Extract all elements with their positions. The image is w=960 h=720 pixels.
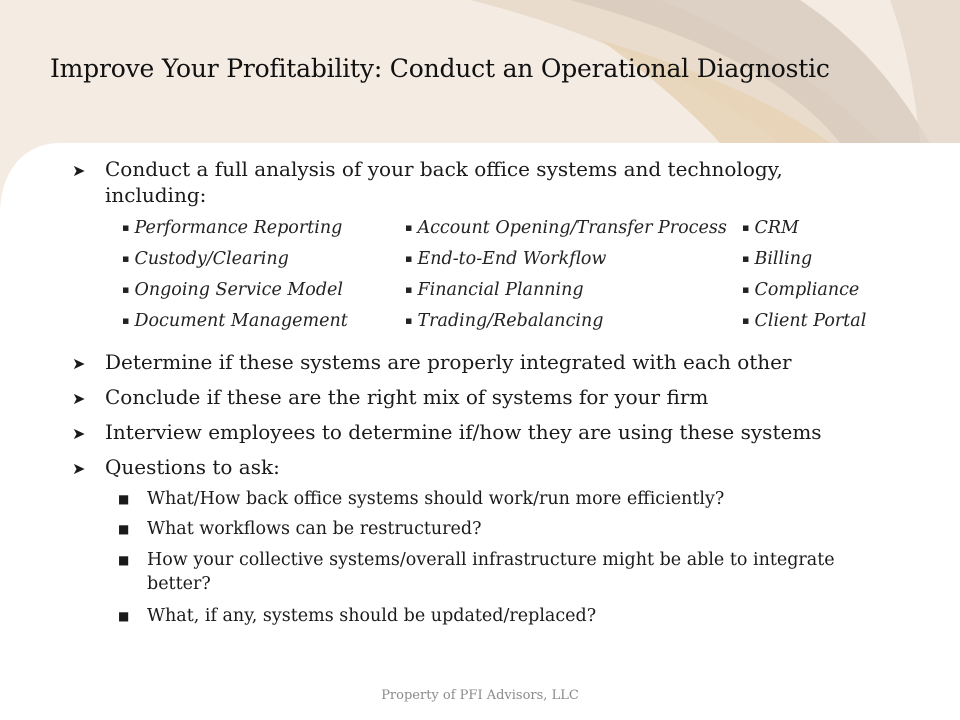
square-bullet-icon: ▪ [405,252,413,265]
square-bullet-icon: ▪ [405,283,413,296]
question-text: What/How back office systems should work/run more efficiently? [147,489,725,509]
square-bullet-icon: ■ [118,492,130,506]
bullet-text: Conclude if these are the right mix of systems for your firm [105,385,709,409]
square-bullet-icon: ▪ [742,283,750,296]
system-item [405,218,727,238]
arrow-bullet-icon: ➤ [72,424,86,443]
square-bullet-icon: ▪ [405,314,413,327]
square-bullet-icon: ▪ [742,252,750,265]
square-bullet-icon: ▪ [122,314,130,327]
square-bullet-icon: ■ [118,609,130,623]
system-label: End-to-End Workflow [417,249,607,269]
bullet-item [72,419,845,445]
question-item [118,548,888,596]
bullet-item [72,384,845,410]
systems-grid [122,218,902,342]
system-label: Billing [754,249,813,269]
system-label: Performance Reporting [134,218,343,238]
system-item [122,311,348,331]
bullet-item [72,156,845,208]
question-text: What workflows can be restructured? [147,519,482,539]
system-item [742,311,866,331]
system-label: Custody/Clearing [134,249,289,269]
square-bullet-icon: ▪ [122,283,130,296]
arrow-bullet-icon: ➤ [72,459,86,478]
system-label: Ongoing Service Model [134,280,343,300]
slide-title: Improve Your Profitability: Conduct an Operational Diagnostic [50,54,830,83]
square-bullet-icon: ■ [118,553,130,567]
system-label: Account Opening/Transfer Process [417,218,727,238]
question-item [118,604,888,628]
system-item [742,249,812,269]
system-label: Compliance [754,280,860,300]
system-label: Document Management [134,311,348,331]
bullet-text: Conduct a full analysis of your back office systems and technology, including: [105,157,783,207]
arrow-bullet-icon: ➤ [72,161,86,180]
question-item [118,517,888,541]
bullet-text: Determine if these systems are properly integrated with each other [105,350,792,374]
system-item [742,218,799,238]
question-item [118,487,888,511]
bullet-item [72,454,845,480]
system-label: Trading/Rebalancing [417,311,604,331]
system-item [405,249,606,269]
bullet-text: Questions to ask: [105,455,280,479]
question-text: What, if any, systems should be updated/replaced? [147,606,597,626]
square-bullet-icon: ▪ [122,221,130,234]
system-item [405,280,584,300]
arrow-bullet-icon: ➤ [72,389,86,408]
system-item [405,311,603,331]
bullet-item [72,349,845,375]
square-bullet-icon: ▪ [122,252,130,265]
square-bullet-icon: ▪ [742,314,750,327]
question-text: How your collective systems/overall infrastructure might be able to integrate better? [147,550,835,594]
square-bullet-icon: ■ [118,522,130,536]
square-bullet-icon: ▪ [742,221,750,234]
system-item [122,280,343,300]
system-label: Client Portal [754,311,867,331]
system-item [122,218,342,238]
square-bullet-icon: ▪ [405,221,413,234]
system-item [122,249,289,269]
arrow-bullet-icon: ➤ [72,354,86,373]
system-label: CRM [754,218,799,238]
system-label: Financial Planning [417,280,584,300]
bullet-text: Interview employees to determine if/how they are using these systems [105,420,822,444]
slide-footer: Property of PFI Advisors, LLC [381,688,579,703]
system-item [742,280,859,300]
